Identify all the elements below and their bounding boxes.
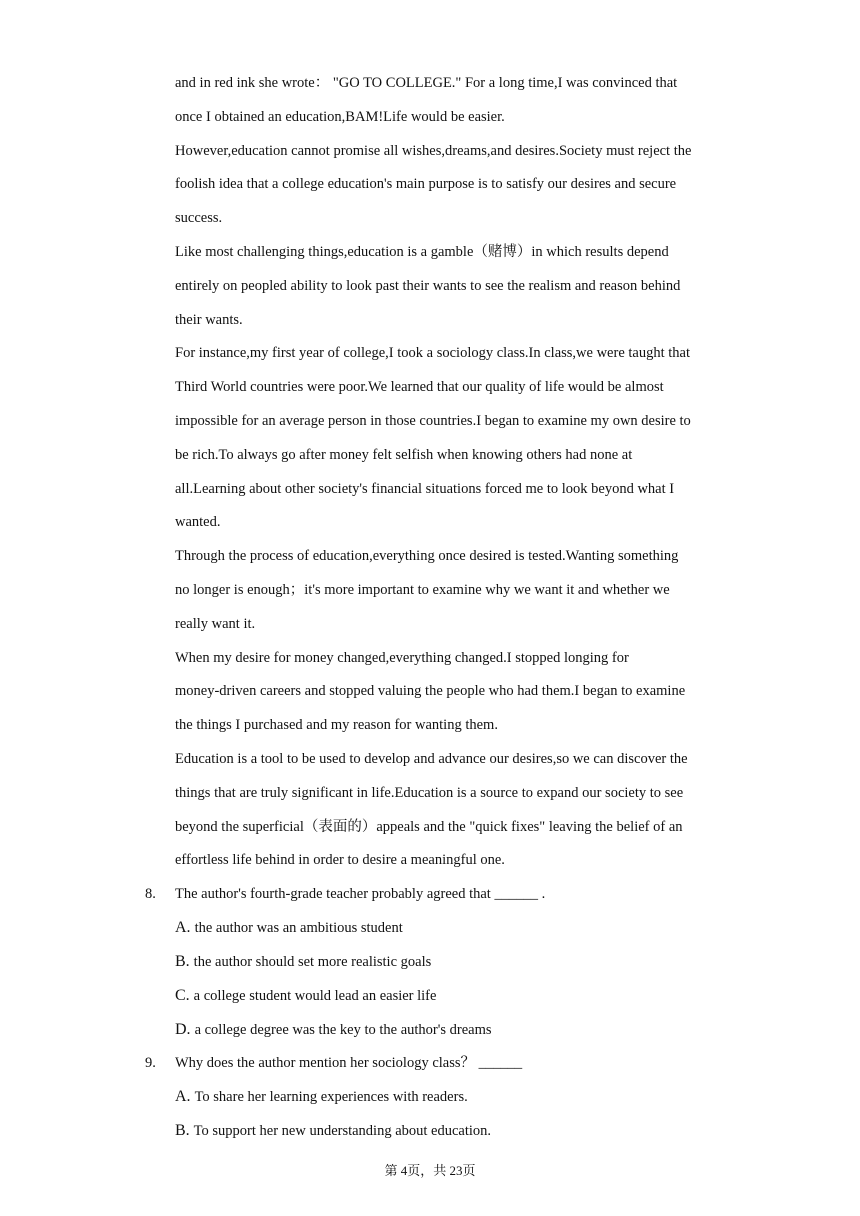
- option-text: a college degree was the key to the author's dreams: [194, 1022, 492, 1038]
- passage-line: Through the process of education,everything once desired is tested.Wanting something: [175, 548, 679, 564]
- passage-line: beyond the superficial（表面的）appeals and the "quick fixes" leaving the belief of an: [175, 819, 683, 835]
- option-d[interactable]: [175, 1020, 492, 1040]
- passage-line: all.Learning about other society's financial situations forced me to look beyond what I: [175, 481, 675, 497]
- passage-line: foolish idea that a college education's main purpose is to satisfy our desires and secure: [175, 176, 677, 192]
- option-letter: B.: [175, 1122, 190, 1139]
- option-letter: C.: [175, 987, 190, 1004]
- passage-line: When my desire for money changed,everything changed.I stopped longing for: [175, 650, 629, 666]
- option-letter: A.: [175, 1088, 191, 1105]
- passage-line: once I obtained an education,BAM!Life would be easier.: [175, 109, 505, 125]
- passage-line: effortless life behind in order to desire a meaningful one.: [175, 852, 505, 868]
- passage-line: things that are truly significant in life.Education is a source to expand our society to see: [175, 785, 684, 801]
- option-letter: D.: [175, 1021, 191, 1038]
- option-letter: B.: [175, 953, 190, 970]
- passage-line: money-driven careers and stopped valuing the people who had them.I began to examine: [175, 683, 686, 699]
- option-text: To share her learning experiences with readers.: [194, 1089, 468, 1105]
- question-number: 9.: [145, 1055, 156, 1071]
- passage-line: Like most challenging things,education is a gamble（赌博）in which results depend: [175, 244, 669, 260]
- passage-line: Third World countries were poor.We learned that our quality of life would be almost: [175, 379, 664, 395]
- passage-line: be rich.To always go after money felt selfish when knowing others had none at: [175, 447, 633, 463]
- passage-line: For instance,my first year of college,I took a sociology class.In class,we were taught that: [175, 345, 690, 361]
- option-text: the author should set more realistic goals: [193, 954, 432, 970]
- question-text: Why does the author mention her sociology class？ ______: [175, 1055, 523, 1071]
- passage-line: However,education cannot promise all wishes,dreams,and desires.Society must reject the: [175, 143, 692, 159]
- option-b[interactable]: [175, 1121, 491, 1141]
- passage-line: their wants.: [175, 312, 243, 328]
- option-text: To support her new understanding about education.: [193, 1123, 492, 1139]
- option-a[interactable]: [175, 918, 403, 938]
- option-a[interactable]: [175, 1087, 468, 1107]
- passage-line: impossible for an average person in those countries.I began to examine my own desire to: [175, 413, 691, 429]
- question-text: The author's fourth-grade teacher probably agreed that ______ .: [175, 886, 546, 902]
- passage-line: success.: [175, 210, 223, 226]
- passage-line: entirely on peopled ability to look past their wants to see the realism and reason behind: [175, 278, 681, 294]
- passage-line: the things I purchased and my reason for wanting them.: [175, 717, 498, 733]
- question-number: 8.: [145, 886, 156, 902]
- option-letter: A.: [175, 919, 191, 936]
- passage-line: no longer is enough；it's more important to examine why we want it and whether we: [175, 582, 670, 598]
- passage-line: Education is a tool to be used to develop and advance our desires,so we can discover the: [175, 751, 688, 767]
- passage-line: and in red ink she wrote： "GO TO COLLEGE." For a long time,I was convinced that: [175, 75, 678, 91]
- passage-line: wanted.: [175, 514, 221, 530]
- option-b[interactable]: [175, 952, 431, 972]
- option-text: the author was an ambitious student: [194, 920, 403, 936]
- option-c[interactable]: [175, 986, 436, 1006]
- passage-line: really want it.: [175, 616, 256, 632]
- option-text: a college student would lead an easier life: [193, 988, 437, 1004]
- page-footer: 第 4页，共 23页: [384, 1163, 476, 1178]
